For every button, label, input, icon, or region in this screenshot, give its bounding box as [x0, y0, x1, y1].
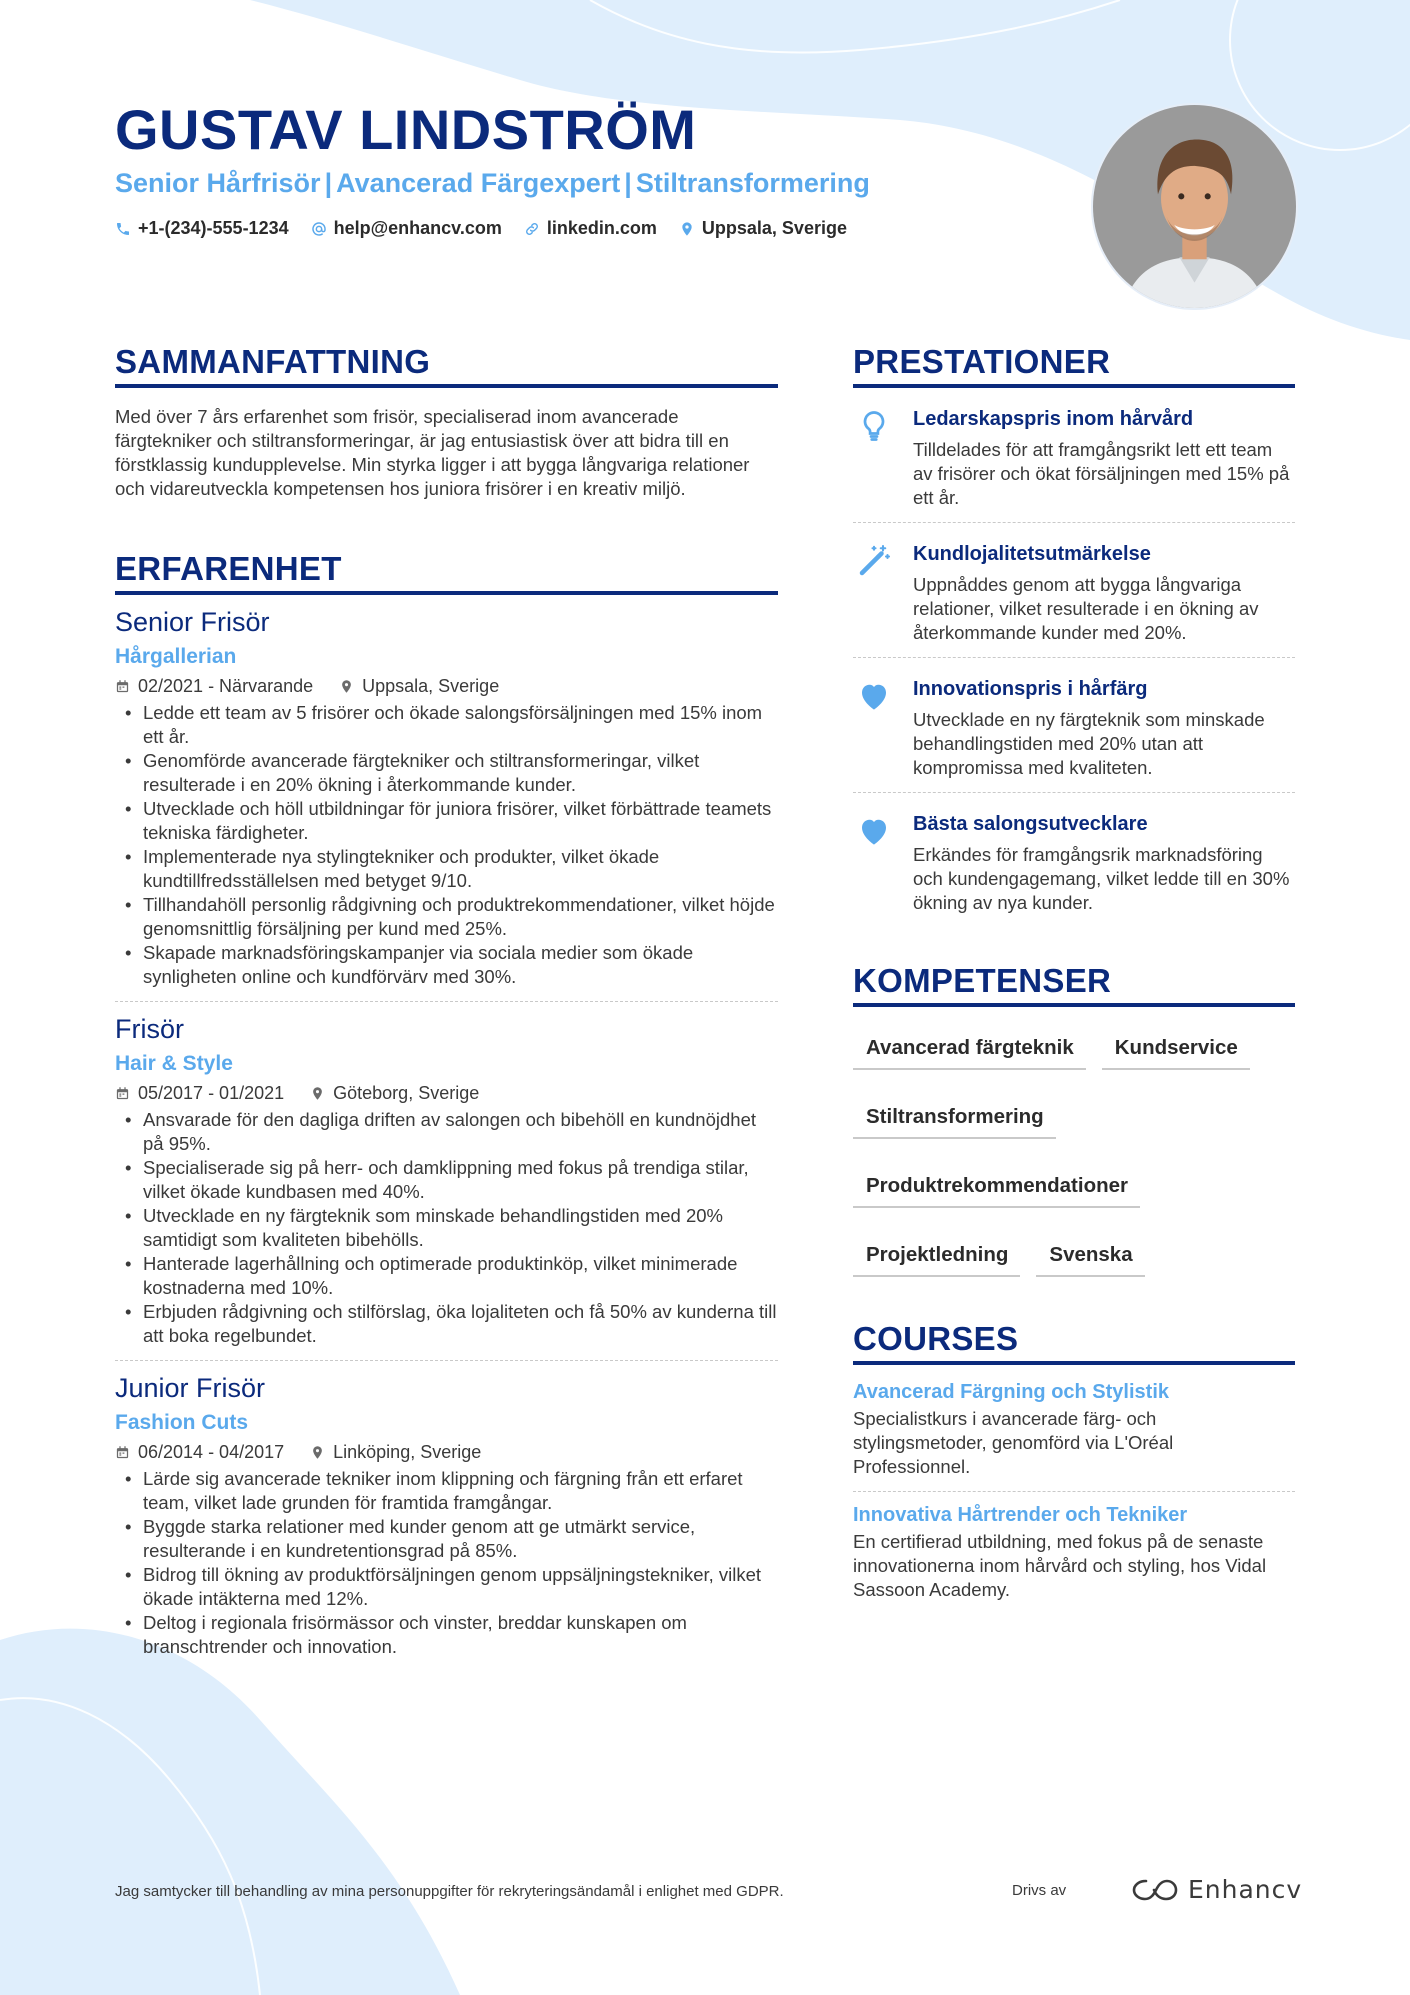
bullet-item: • Lärde sig avancerade tekniker inom klippning och färgning från ett erfaret team, vilket lade grunden för framtida framgångar. [115, 1467, 778, 1515]
achievement-title: Innovationspris i hårfärg [913, 678, 1148, 700]
contact-email[interactable] [311, 218, 502, 239]
skill-tag: Avancerad färgteknik [853, 1029, 1086, 1070]
skill-tag: Projektledning [853, 1236, 1020, 1277]
skill-tag: Produktrekommendationer [853, 1167, 1140, 1208]
job-dates-text: 02/2021 - Närvarande [138, 676, 314, 696]
course-item [853, 1502, 1295, 1602]
contact-phone[interactable] [115, 218, 289, 239]
bullet-item: • Skapade marknadsföringskampanjer via sociala medier som ökade synligheten online och kundförvärv med 30%. [115, 941, 778, 989]
job-entry [115, 1371, 778, 1659]
bullet-item: • Implementerade nya stylingtekniker och produkter, vilket ökade kundtillfredsställelsen med betyget 9/10. [115, 845, 778, 893]
contact-bar [115, 218, 847, 239]
linkedin-text: linkedin.com [546, 218, 657, 238]
email-text: help@enhancv.com [333, 218, 502, 238]
bullet-item: • Deltog i regionala frisörmässor och vinster, breddar kunskapen om branschtrender och innovation. [115, 1611, 778, 1659]
job-entry [115, 605, 778, 1002]
headline-separator: | [324, 168, 333, 198]
link-icon [524, 221, 540, 237]
job-location [339, 673, 499, 699]
section-title-courses: COURSES [853, 1319, 1295, 1365]
section-title-experience: ERFARENHET [115, 549, 778, 595]
location-pin-icon [339, 679, 354, 694]
course-title: Innovativa Hårtrender och Tekniker [853, 1504, 1188, 1526]
job-meta [115, 1080, 778, 1106]
bullet-item: • Ansvarade för den dagliga driften av salongen och bibehöll en kundnöjdhet på 95%. [115, 1108, 778, 1156]
job-dates [115, 1439, 284, 1465]
location-pin-icon [310, 1086, 325, 1101]
bullet-item: • Ledde ett team av 5 frisörer och ökade salongsförsäljningen med 15% inom ett år. [115, 701, 778, 749]
bullet-item: • Hanterade lagerhållning och optimerade produktinköp, vilket minimerade kostnaderna med 10%. [115, 1252, 778, 1300]
gdpr-consent: Jag samtycker till behandling av mina personuppgifter för rekryteringsändamål i enlighet med GDPR. [115, 1883, 784, 1900]
divider [115, 1360, 778, 1361]
magic-wand-icon [856, 543, 892, 579]
calendar-icon [115, 1086, 130, 1101]
bullet-item: • Byggde starka relationer med kunder genom att ge utmärkt service, resulterande i en kundretentionsgrad på 85%. [115, 1515, 778, 1563]
job-dates-text: 06/2014 - 04/2017 [138, 1442, 285, 1462]
phone-text: +1-(234)-555-1234 [138, 218, 289, 238]
skills-list [853, 1029, 1313, 1277]
enhancv-logo-icon [1132, 1877, 1178, 1903]
contact-linkedin[interactable] [524, 218, 657, 239]
job-title: Senior Frisör [115, 607, 270, 637]
headline-part: Senior Hårfrisör [115, 168, 321, 198]
lightbulb-icon [856, 408, 892, 444]
right-column [853, 342, 1295, 1602]
headline-part: Avancerad Färgexpert [336, 168, 621, 198]
divider [115, 1001, 778, 1002]
job-location [310, 1439, 481, 1465]
job-meta [115, 1439, 778, 1465]
contact-location [679, 218, 847, 239]
left-column [115, 342, 778, 1659]
at-icon [311, 221, 327, 237]
course-desc: Specialistkurs i avancerade färg- och stylingsmetoder, genomförd via L'Oréal Professionnel. [853, 1408, 1174, 1477]
headline-separator: | [624, 168, 632, 198]
job-dates [115, 1080, 284, 1106]
achievement-desc: Tilldelades för att framgångsrikt lett ett team av frisörer och ökat försäljningen med 15% på ett år. [913, 439, 1290, 508]
job-location-text: Göteborg, Sverige [333, 1083, 480, 1103]
bullet-item: • Genomförde avancerade färgtekniker och stiltransformeringar, vilket resulterade i en 20% ökning i återkommande kunder. [115, 749, 778, 797]
enhancv-logo[interactable] [1132, 1875, 1302, 1904]
job-location-text: Uppsala, Sverige [362, 676, 500, 696]
achievement-desc: Utvecklade en ny färgteknik som minskade behandlingstiden med 20% utan att kompromissa med kvaliteten. [913, 709, 1265, 778]
achievement-item [853, 388, 1295, 522]
section-title-achievements: PRESTATIONER [853, 342, 1295, 388]
job-company: Hårgallerian [115, 645, 237, 668]
bullet-item: • Utvecklade en ny färgteknik som minskade behandlingstiden med 20% samtidigt som kvaliteten bibehölls. [115, 1204, 778, 1252]
headline [115, 166, 870, 200]
achievement-item [853, 523, 1295, 657]
achievement-item [853, 658, 1295, 792]
achievement-title: Bästa salongsutvecklare [913, 813, 1148, 835]
candidate-name: GUSTAV LINDSTRÖM [115, 98, 697, 161]
job-dates-text: 05/2017 - 01/2021 [138, 1083, 285, 1103]
section-title-skills: KOMPETENSER [853, 961, 1295, 1007]
skill-tag: Stiltransformering [853, 1098, 1056, 1139]
achievement-title: Ledarskapspris inom hårvård [913, 408, 1194, 430]
job-location-text: Linköping, Sverige [333, 1442, 482, 1462]
course-item [853, 1379, 1295, 1479]
location-text: Uppsala, Sverige [701, 218, 847, 238]
headline-part: Stiltransformering [635, 168, 870, 198]
location-pin-icon [679, 221, 695, 237]
phone-icon [115, 221, 131, 237]
job-bullets [115, 1467, 778, 1659]
job-dates [115, 673, 313, 699]
heart-icon [856, 813, 892, 849]
portrait-illustration [1093, 105, 1296, 308]
heart-icon [856, 678, 892, 714]
bullet-item: • Specialiserade sig på herr- och damklippning med fokus på trendiga stilar, vilket ökade kundbasen med 40%. [115, 1156, 778, 1204]
job-company: Hair & Style [115, 1052, 233, 1075]
divider [853, 1491, 1295, 1492]
achievement-desc: Erkändes för framgångsrik marknadsföring och kundengagemang, vilket ledde till en 30% ökning av nya kunder. [913, 844, 1290, 913]
calendar-icon [115, 679, 130, 694]
skill-tag: Kundservice [1102, 1029, 1250, 1070]
achievement-title: Kundlojalitetsutmärkelse [913, 543, 1151, 565]
job-meta [115, 673, 778, 699]
powered-by-label: Drivs av [1012, 1882, 1067, 1899]
achievement-desc: Uppnåddes genom att bygga långvariga relationer, vilket resulterade i en ökning av återkommande kunder med 20%. [913, 574, 1259, 643]
achievement-item [853, 793, 1295, 927]
brand-text: Enhancv [1188, 1875, 1303, 1904]
job-bullets [115, 701, 778, 989]
bullet-item: • Erbjuden rådgivning och stilförslag, öka lojaliteten och få 50% av kunderna till att boka regelbundet. [115, 1300, 778, 1348]
course-desc: En certifierad utbildning, med fokus på de senaste innovationerna inom hårvård och styling, hos Vidal Sassoon Academy. [853, 1531, 1267, 1600]
job-title: Junior Frisör [115, 1373, 266, 1403]
bullet-item: • Utvecklade och höll utbildningar för juniora frisörer, vilket förbättrade teamets tekniska färdigheter. [115, 797, 778, 845]
profile-photo [1091, 103, 1298, 310]
bullet-item: • Tillhandahöll personlig rådgivning och produktrekommendationer, vilket höjde genomsnittlig försäljning per kund med 25%. [115, 893, 778, 941]
job-entry [115, 1012, 778, 1361]
job-location [310, 1080, 479, 1106]
summary-text: Med över 7 års erfarenhet som frisör, specialiserad inom avancerade färgtekniker och stiltransformeringar, är jag entusiastisk över att bidra till en förstklassig kundupplevelse. Min styrka ligger i att bygga långvariga relationer och vidareutveckla kompetensen hos juniora frisörer i en kreativ miljö. [115, 406, 750, 499]
section-title-summary: SAMMANFATTNING [115, 342, 778, 388]
job-company: Fashion Cuts [115, 1411, 249, 1434]
calendar-icon [115, 1445, 130, 1460]
location-pin-icon [310, 1445, 325, 1460]
skill-tag: Svenska [1036, 1236, 1144, 1277]
bullet-item: • Bidrog till ökning av produktförsäljningen genom uppsäljningstekniker, vilket ökade intäkterna med 12%. [115, 1563, 778, 1611]
job-bullets [115, 1108, 778, 1348]
job-title: Frisör [115, 1014, 184, 1044]
course-title: Avancerad Färgning och Stylistik [853, 1381, 1170, 1403]
